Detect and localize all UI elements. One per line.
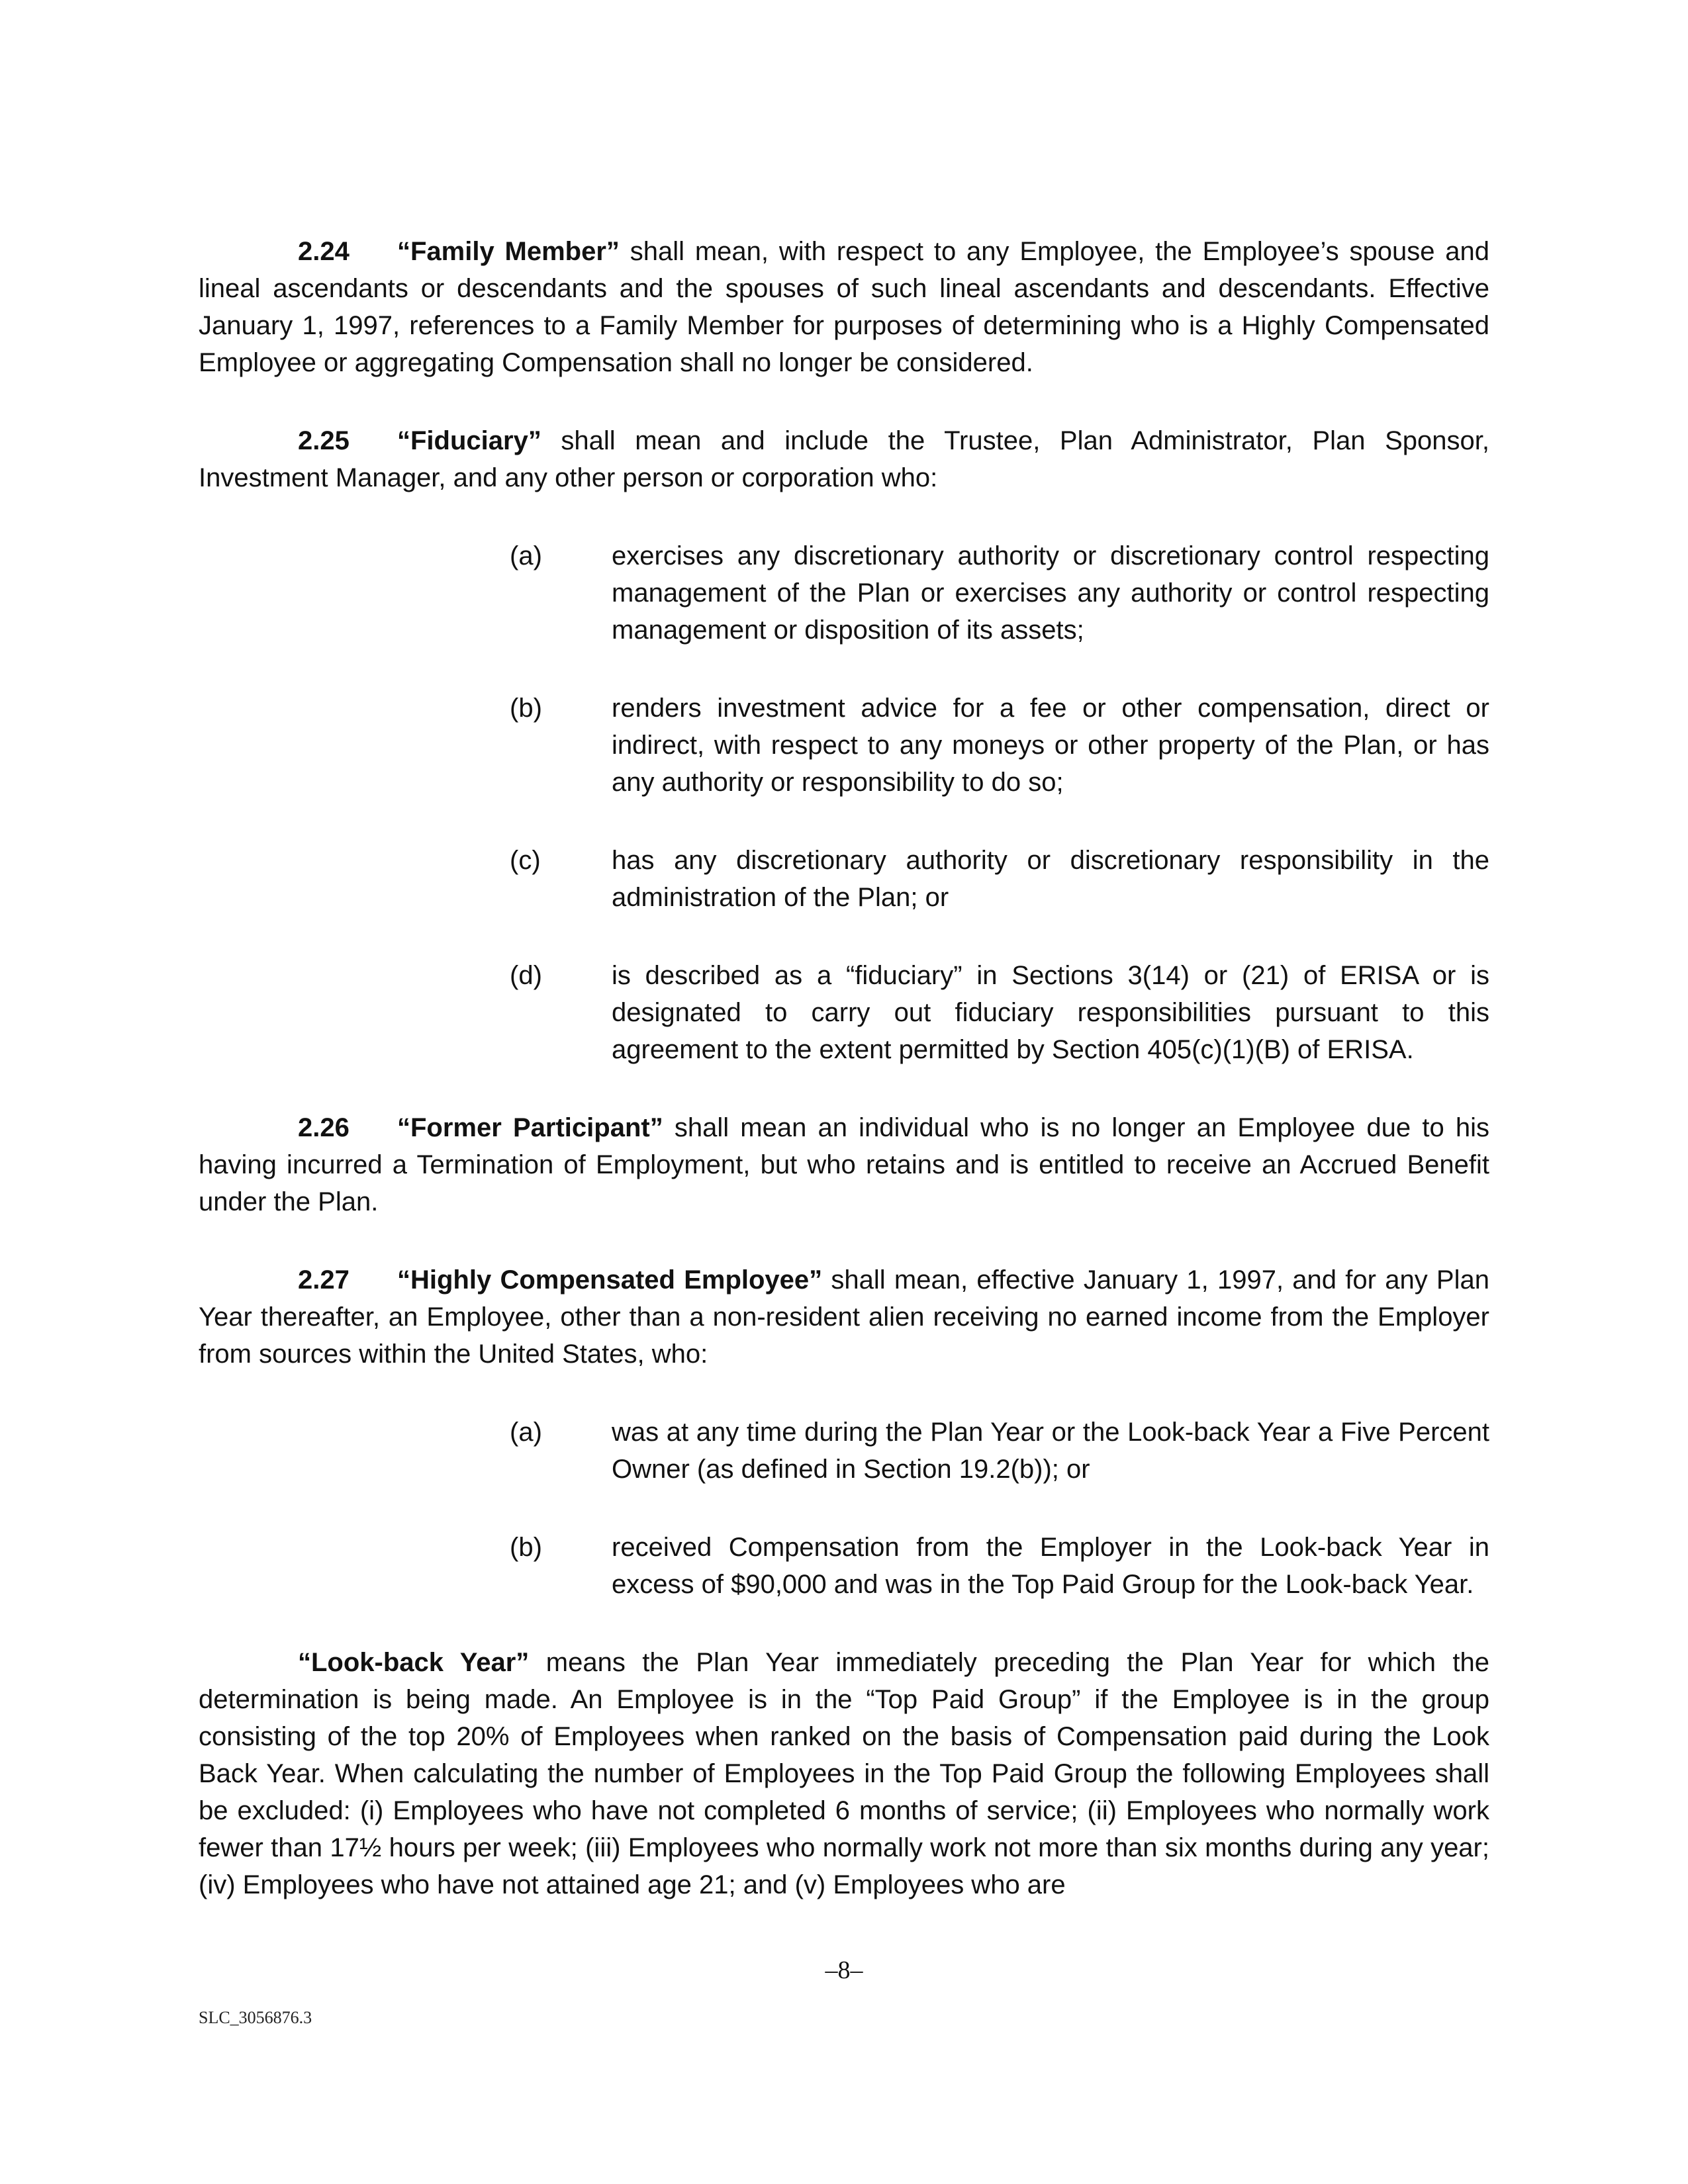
list-item	[510, 842, 1489, 916]
item-text: has any discretionary authority or discretionary responsibility in the administration of the Plan; or	[612, 846, 1489, 912]
section-2-27	[199, 1261, 1489, 1373]
list-item	[510, 1414, 1489, 1488]
defined-term: “Look-back Year”	[298, 1648, 530, 1677]
section-number: 2.24	[298, 237, 350, 266]
defined-term: “Former Participant”	[397, 1113, 663, 1142]
page-number: –8–	[825, 1956, 863, 1984]
section-number: 2.25	[298, 426, 350, 455]
item-text: renders investment advice for a fee or other compensation, direct or indirect, with respect to any moneys or other property of the Plan, or has any authority or responsibility to do so;	[612, 694, 1489, 797]
section-number: 2.27	[298, 1265, 350, 1295]
section-text: shall mean, effective January 1, 1997, and for any Plan Year thereafter, an Employee, other than a non-resident alien receiving no earned income from the Employer from sources within the United States, who:	[199, 1265, 1489, 1369]
document-id: SLC_3056876.3	[199, 2008, 312, 2027]
item-label: (d)	[510, 961, 542, 990]
section-text: shall mean an individual who is no longer an Employee due to his having incurred a Termination of Employment, but who retains and is entitled to receive an Accrued Benefit under the Plan.	[199, 1113, 1489, 1216]
section-number: 2.26	[298, 1113, 350, 1142]
item-text: was at any time during the Plan Year or the Look-back Year a Five Percent Owner (as defined in Section 19.2(b)); or	[612, 1418, 1489, 1484]
section-text: means the Plan Year immediately preceding the Plan Year for which the determination is being made. An Employee is in the “Top Paid Group” if the Employee is in the group consisting of the top 20% of Employees when ranked on the basis of Compensation paid during the Look Back Year. When calculating the number of Employees in the Top Paid Group the following Employees shall be excluded: (i) Employees who have not completed 6 months of service; (ii) Employees who normally work fewer than 17½ hours per week; (iii) Employees who normally work not more than six months during any year; (iv) Employees who have not attained age 21; and (v) Employees who are	[199, 1648, 1489, 1899]
item-label: (a)	[510, 1418, 542, 1447]
list-item	[510, 1529, 1489, 1603]
item-label: (b)	[510, 1533, 542, 1562]
document-body	[199, 233, 1489, 1903]
section-2-25	[199, 422, 1489, 496]
item-label: (b)	[510, 694, 542, 723]
defined-term: “Family Member”	[397, 237, 620, 266]
list-item	[510, 957, 1489, 1068]
item-text: received Compensation from the Employer in the Look-back Year in excess of $90,000 and was in the Top Paid Group for the Look-back Year.	[612, 1533, 1489, 1599]
list-item	[510, 690, 1489, 801]
defined-term: “Highly Compensated Employee”	[397, 1265, 823, 1295]
list-item	[510, 537, 1489, 649]
section-2-24	[199, 233, 1489, 381]
item-text: exercises any discretionary authority or discretionary control respecting management of the Plan or exercises any authority or control respecting management or disposition of its assets;	[612, 541, 1489, 645]
section-2-26	[199, 1109, 1489, 1220]
defined-term: “Fiduciary”	[397, 426, 541, 455]
item-label: (a)	[510, 541, 542, 570]
section-text: shall mean and include the Trustee, Plan Administrator, Plan Sponsor, Investment Manager, and any other person or corporation who:	[199, 426, 1489, 492]
look-back-year-paragraph	[199, 1644, 1489, 1903]
item-label: (c)	[510, 846, 541, 875]
item-text: is described as a “fiduciary” in Sections 3(14) or (21) of ERISA or is designated to carry out fiduciary responsibilities pursuant to this agreement to the extent permitted by Section 405(c)(1)(B) of ERISA.	[612, 961, 1489, 1064]
section-text: shall mean, with respect to any Employee, the Employee’s spouse and lineal ascendants or descendants and the spouses of such lineal ascendants and descendants. Effective January 1, 1997, references to a Family Member for purposes of determining who is a Highly Compensated Employee or aggregating Compensation shall no longer be considered.	[199, 237, 1490, 377]
